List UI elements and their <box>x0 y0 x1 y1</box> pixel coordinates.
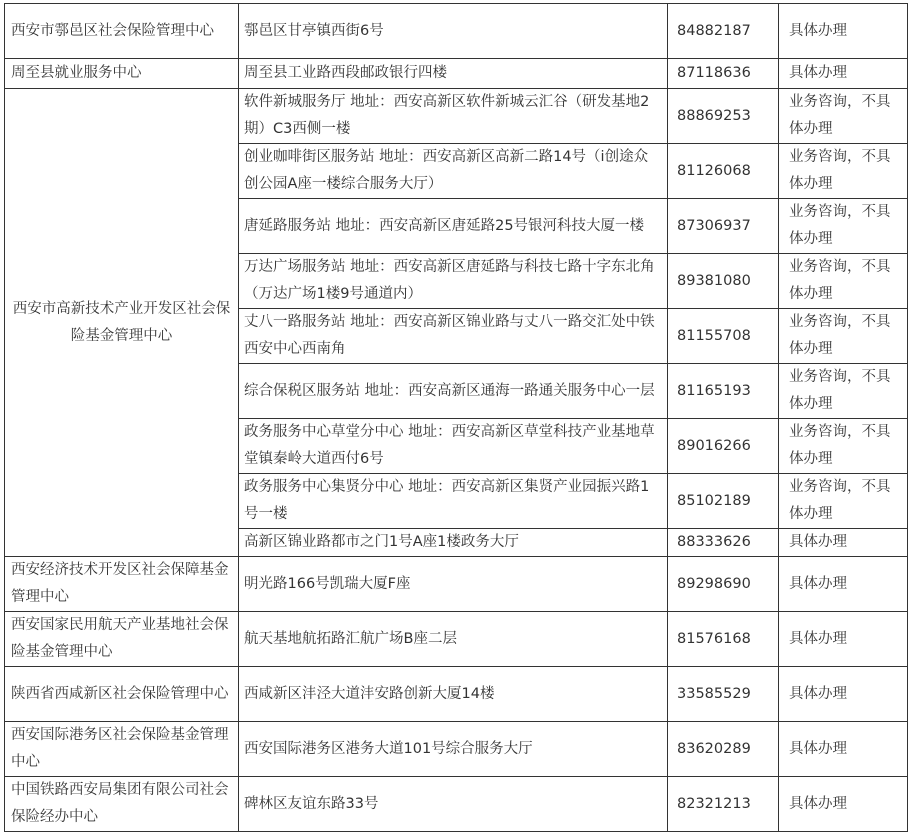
table-row <box>5 722 908 777</box>
org-cell: 西安国际港务区社会保险基金管理中心 <box>5 722 239 777</box>
table-row <box>5 557 908 612</box>
address-cell: 唐延路服务站 地址：西安高新区唐延路25号银河科技大厦一楼 <box>239 199 668 254</box>
address-cell: 鄠邑区甘亭镇西街6号 <box>239 4 668 59</box>
phone-cell: 89298690 <box>668 557 779 612</box>
phone-cell: 33585529 <box>668 667 779 722</box>
address-cell: 创业咖啡街区服务站 地址：西安高新区高新二路14号（i创途众创公园A座一楼综合服务大厅） <box>239 144 668 199</box>
address-cell: 西安国际港务区港务大道101号综合服务大厅 <box>239 722 668 777</box>
service-cell: 具体办理 <box>779 529 908 557</box>
table-row <box>5 612 908 667</box>
phone-cell: 87118636 <box>668 59 779 89</box>
table-row <box>5 777 908 832</box>
phone-cell: 84882187 <box>668 4 779 59</box>
phone-cell: 82321213 <box>668 777 779 832</box>
address-cell: 周至县工业路西段邮政银行四楼 <box>239 59 668 89</box>
service-cell: 业务咨询，不具体办理 <box>779 144 908 199</box>
service-cell: 具体办理 <box>779 777 908 832</box>
service-cell: 业务咨询，不具体办理 <box>779 474 908 529</box>
org-cell: 西安国家民用航天产业基地社会保险基金管理中心 <box>5 612 239 667</box>
phone-cell: 89016266 <box>668 419 779 474</box>
org-cell: 中国铁路西安局集团有限公司社会保险经办中心 <box>5 777 239 832</box>
address-cell: 万达广场服务站 地址：西安高新区唐延路与科技七路十字东北角（万达广场1楼9号通道内） <box>239 254 668 309</box>
phone-cell: 88869253 <box>668 89 779 144</box>
service-cell: 业务咨询，不具体办理 <box>779 309 908 364</box>
service-cell: 业务咨询，不具体办理 <box>779 419 908 474</box>
address-cell: 丈八一路服务站 地址：西安高新区锦业路与丈八一路交汇处中铁西安中心西南角 <box>239 309 668 364</box>
service-cell: 具体办理 <box>779 4 908 59</box>
address-cell: 高新区锦业路都市之门1号A座1楼政务大厅 <box>239 529 668 557</box>
table-row <box>5 59 908 89</box>
org-cell: 陕西省西咸新区社会保险管理中心 <box>5 667 239 722</box>
address-cell: 综合保税区服务站 地址：西安高新区通海一路通关服务中心一层 <box>239 364 668 419</box>
org-cell: 西安市高新技术产业开发区社会保险基金管理中心 <box>5 89 239 557</box>
service-cell: 具体办理 <box>779 667 908 722</box>
phone-cell: 85102189 <box>668 474 779 529</box>
phone-cell: 89381080 <box>668 254 779 309</box>
table-row <box>5 667 908 722</box>
phone-cell: 81126068 <box>668 144 779 199</box>
phone-cell: 81155708 <box>668 309 779 364</box>
org-cell: 西安经济技术开发区社会保障基金管理中心 <box>5 557 239 612</box>
phone-cell: 81576168 <box>668 612 779 667</box>
address-cell: 政务服务中心草堂分中心 地址：西安高新区草堂科技产业基地草堂镇秦岭大道西付6号 <box>239 419 668 474</box>
table-row <box>5 89 908 144</box>
address-cell: 政务服务中心集贤分中心 地址：西安高新区集贤产业园振兴路1号一楼 <box>239 474 668 529</box>
address-cell: 明光路166号凯瑞大厦F座 <box>239 557 668 612</box>
service-cell: 具体办理 <box>779 722 908 777</box>
org-cell: 西安市鄠邑区社会保险管理中心 <box>5 4 239 59</box>
social-insurance-offices-table <box>4 3 908 832</box>
phone-cell: 83620289 <box>668 722 779 777</box>
org-cell: 周至县就业服务中心 <box>5 59 239 89</box>
phone-cell: 81165193 <box>668 364 779 419</box>
service-cell: 业务咨询，不具体办理 <box>779 199 908 254</box>
address-cell: 碑林区友谊东路33号 <box>239 777 668 832</box>
phone-cell: 87306937 <box>668 199 779 254</box>
service-cell: 业务咨询，不具体办理 <box>779 364 908 419</box>
service-cell: 业务咨询，不具体办理 <box>779 89 908 144</box>
phone-cell: 88333626 <box>668 529 779 557</box>
address-cell: 西咸新区沣泾大道沣安路创新大厦14楼 <box>239 667 668 722</box>
table-row <box>5 4 908 59</box>
service-cell: 具体办理 <box>779 612 908 667</box>
service-cell: 具体办理 <box>779 557 908 612</box>
service-cell: 具体办理 <box>779 59 908 89</box>
address-cell: 航天基地航拓路汇航广场B座二层 <box>239 612 668 667</box>
address-cell: 软件新城服务厅 地址：西安高新区软件新城云汇谷（研发基地2期）C3西侧一楼 <box>239 89 668 144</box>
service-cell: 业务咨询，不具体办理 <box>779 254 908 309</box>
